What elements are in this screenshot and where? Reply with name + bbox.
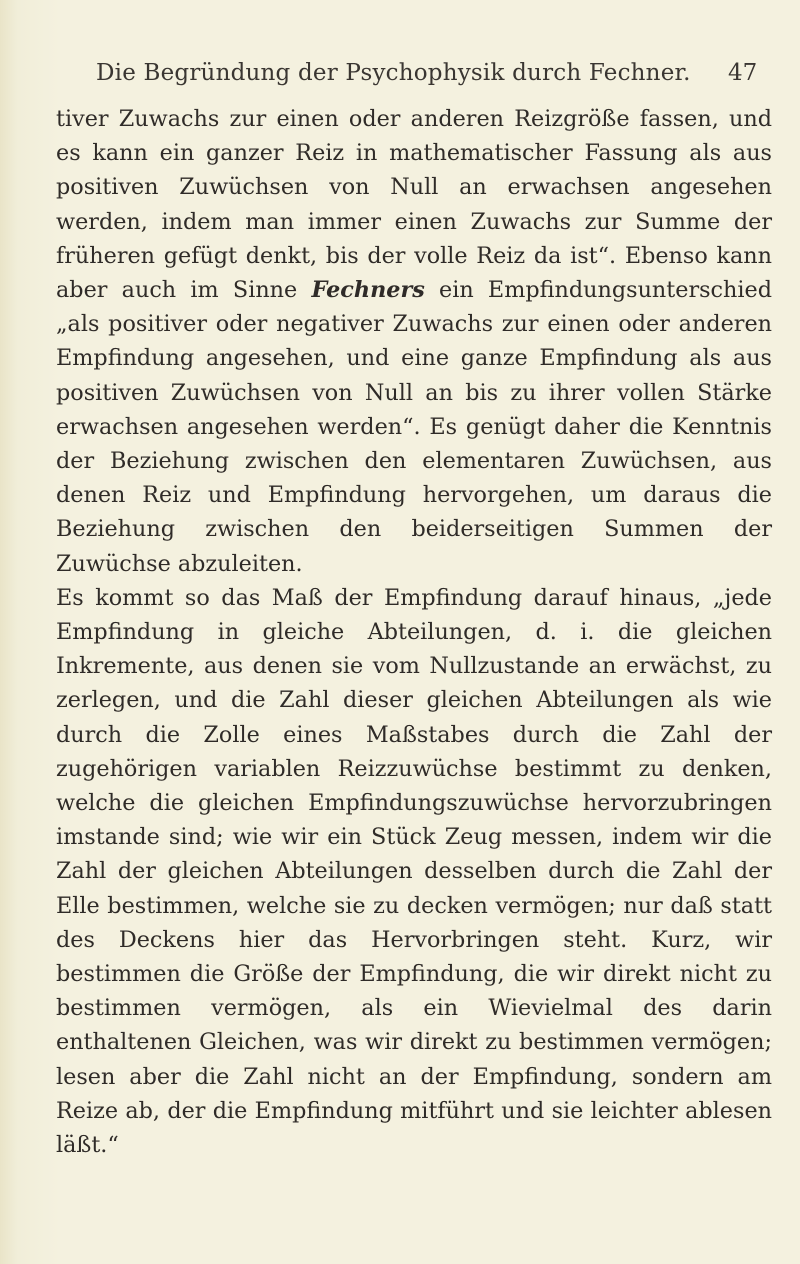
emphasized-name: Fechners xyxy=(311,277,425,304)
paragraph-1-text-end: ein Empfindungsunterschied „als positiver oder negativer Zuwachs zur einen oder anderen Empfindung angesehen, und eine ganze Empfindung als aus positiven Zuwüchsen von Null an bis zu ihrer vollen Stärke erwachsen angesehen werden“. Es genügt daher die Kenntnis der Beziehung zwischen den elementaren Zuwüchsen, aus denen Reiz und Empfindung hervorgehen, um daraus die Beziehung zwischen den beiderseitigen Summen der Zuwüchse abzuleiten. xyxy=(56,277,772,577)
paragraph-2: Es kommt so das Maß der Empfindung darauf hinaus, „jede Empfindung in gleiche Abteilungen, d. i. die gleichen Inkremente, aus denen sie vom Nullzustande an erwächst, zu zerlegen, und die Zahl dieser gleichen Abteilungen als wie durch die Zolle eines Maßstabes durch die Zahl der zugehörigen variablen Reizzuwüchse bestimmt zu denken, welche die gleichen Empfindungszuwüchse hervorzubringen imstande sind; wie wir ein Stück Zeug messen, indem wir die Zahl der gleichen Abteilungen desselben durch die Zahl der Elle bestimmen, welche sie zu decken vermögen; nur daß statt des Deckens hier das Hervorbringen steht. Kurz, wir bestimmen die Größe der Empfindung, die wir direkt nicht zu bestimmen vermögen, als ein Wievielmal des darin enthaltenen Gleichen, was wir direkt zu bestimmen vermögen; lesen aber die Zahl nicht an der Empfindung, sondern am Reize ab, der die Empfindung mitführt und sie leichter ablesen läßt.“ xyxy=(56,584,772,1159)
page-number: 47 xyxy=(728,60,758,86)
paragraph-1 xyxy=(56,102,772,581)
body-text xyxy=(56,102,772,1162)
running-title: Die Begründung der Psychophysik durch Fechner. xyxy=(96,60,691,86)
paragraph-1-text-start: tiver Zuwachs zur einen oder anderen Reizgröße fassen, und es kann ein ganzer Reiz in mathematischer Fassung als aus positiven Zuwüchsen von Null an erwachsen angesehen werden, indem man immer einen Zuwachs zur Summe der früheren gefügt denkt, bis der volle Reiz da ist“. Ebenso kann aber auch im Sinne xyxy=(56,106,772,304)
page-header xyxy=(0,52,800,92)
